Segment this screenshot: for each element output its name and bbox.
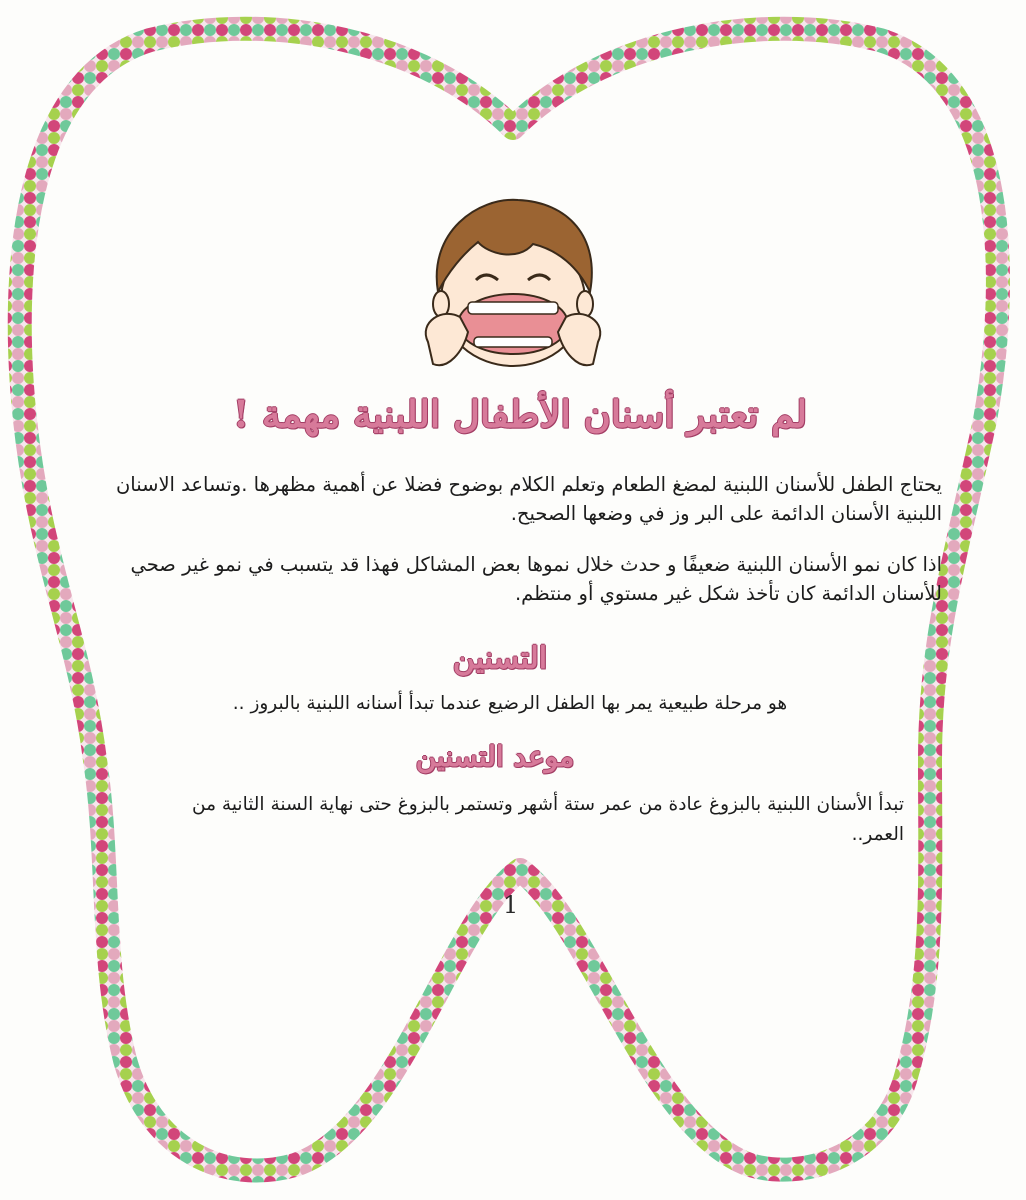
main-title: لم تعتبر أسنان الأطفال اللبنية مهمة !: [232, 392, 808, 436]
section-text-teething-timing: تبدأ الأسنان اللبنية بالبزوغ عادة من عمر ستة أشهر وتستمر بالبزوغ حتى نهاية السنة الثانية من العمر..: [192, 794, 904, 845]
smiling-child-illustration: [408, 192, 618, 397]
section-title-teething: التسنين: [452, 641, 548, 676]
section-text-teething: هو مرحلة طبيعية يمر بها الطفل الرضيع عندما تبدأ أسنانه اللبنية بالبروز ..: [232, 693, 788, 714]
section-title-teething-timing: موعد التسنين: [415, 740, 575, 773]
paragraph-1: يحتاج الطفل للأسنان اللبنية لمضغ الطعام وتعلم الكلام بوضوح فضلا عن أهمية مظهرها .وتساعد الاسنان اللبنية الأسنان الدائمة على البر وز في وضعها الصحيح.: [115, 473, 942, 525]
page-number: 1: [503, 891, 519, 919]
paragraph-2: اذا كان نمو الأسنان اللبنية ضعيفًا و حدث خلال نموها بعض المشاكل فهذا قد يتسبب في نمو غير صحي للأسنان الدائمة كان تأخذ شكل غير مستوي أو منتظم.: [130, 553, 942, 605]
